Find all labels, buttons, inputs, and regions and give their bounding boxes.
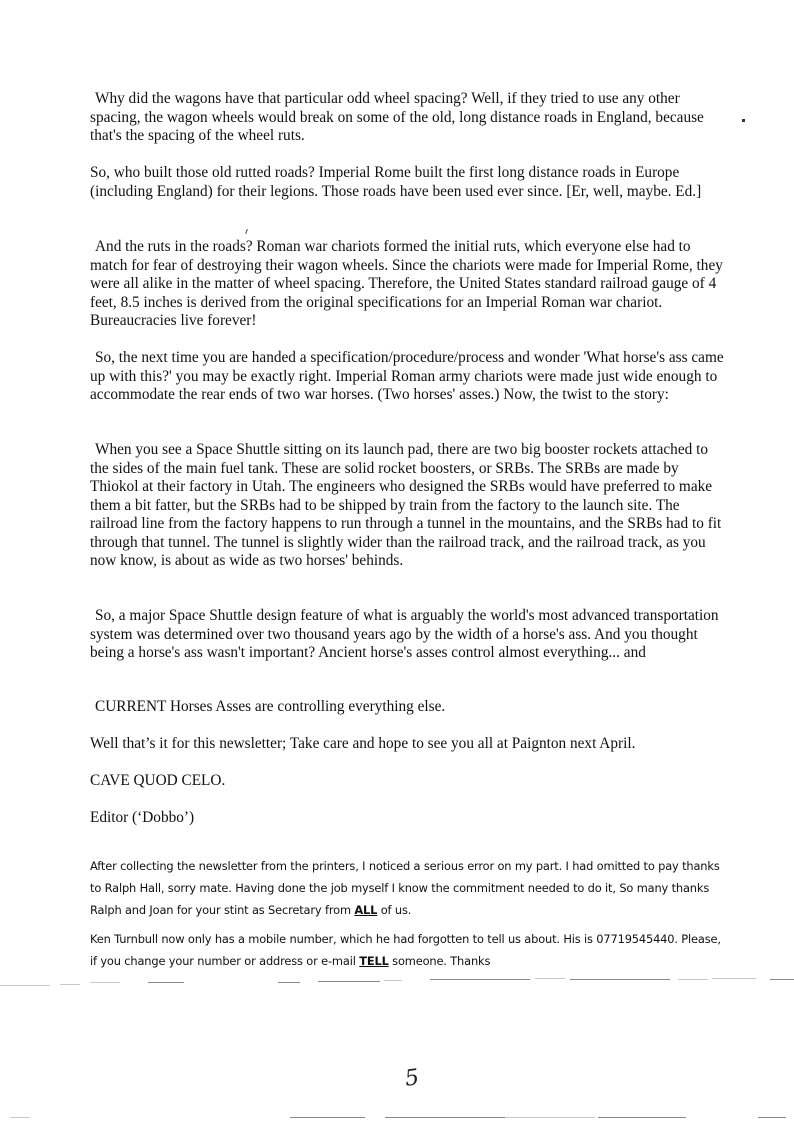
paragraph-ruts: And the ruts in the roads? Roman war chariots formed the initial ruts, which everyone else had to match for fear of destroying their wagon wheels. Since the chariots were made for Imperial Rome, they were all alike in the matter of wheel spacing. Therefore, the United States standard railroad gauge of 4 feet, 8.5 inches is derived from the original specifications for an Imperial Roman war chariot. Bureaucracies live forever! [90,238,723,329]
addendum-thanks-tail: of us. [377,903,412,917]
scan-speck [742,119,745,122]
emphasis-all: ALL [354,903,378,917]
paragraph-design-feature: So, a major Space Shuttle design feature of what is arguably the world's most advanced transportation system was determined over two thousand years ago by the width of a horse's ass. And you thought being a horse's ass wasn't important? Ancient horse's asses control almost everything... and [90,607,719,661]
emphasis-tell: TELL [359,954,389,968]
paragraph-roman-roads: So, who built those old rutted roads? Imperial Rome built the first long distance roads in Europe (including England) for their legions. Those roads have been used ever since. [Er, well, maybe. Ed.] [90,164,702,200]
page-number: 5 [403,1065,421,1092]
paragraph-wheel-spacing: Why did the wagons have that particular odd wheel spacing? Well, if they tried to use any other spacing, the wagon wheels would break on some of the old, long distance roads in England, because that's the spacing of the wheel ruts. [90,90,704,144]
addendum-thanks-note [90,855,730,921]
addendum-contact-text: Ken Turnbull now only has a mobile number, which he had forgotten to tell us about. His is 07719545440. Please, if you change your number or address or e-mail [90,932,721,968]
addendum-contact-tail: someone. Thanks [388,954,491,968]
scan-mark [245,229,248,234]
addendum-thanks-text: After collecting the newsletter from the printers, I noticed a serious error on my part. I had omitted to pay thanks to Ralph Hall, sorry mate. Having done the job myself I know the commitment needed to do it, So many thanks Ralph and Joan for your stint as Secretary from [90,859,720,917]
editor-signature: Editor (‘Dobbo’) [90,809,195,826]
motto: CAVE QUOD CELO. [90,772,226,789]
paragraph-closing: Well that’s it for this newsletter; Take care and hope to see you all at Paignton next April. [90,735,636,752]
paragraph-space-shuttle: When you see a Space Shuttle sitting on its launch pad, there are two big booster rockets attached to the sides of the main fuel tank. These are solid rocket boosters, or SRBs. The SRBs are made by Thiokol at their factory in Utah. The engineers who designed the SRBs would have preferred to make them a bit fatter, but the SRBs had to be shipped by train from the factory to the launch site. The railroad line from the factory happens to run through a tunnel in the mountains, and the SRBs had to fit through that tunnel. The tunnel is slightly wider than the railroad track, and the railroad track, as you now know, is about as wide as two horses' behinds. [90,441,722,569]
paragraph-current: CURRENT Horses Asses are controlling everything else. [95,698,446,715]
addendum-contact-note [90,928,730,972]
paragraph-specification: So, the next time you are handed a specification/procedure/process and wonder 'What horse's ass came up with this?' you may be exactly right. Imperial Roman army chariots were made just wide enough to accommodate the rear ends of two war horses. (Two horses' asses.) Now, the twist to the story: [90,349,724,403]
